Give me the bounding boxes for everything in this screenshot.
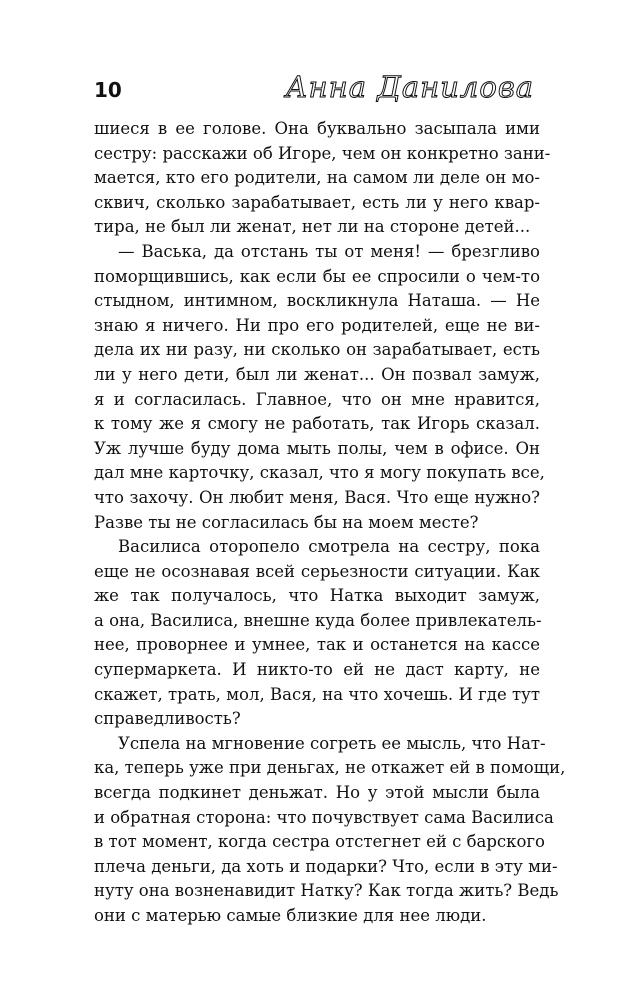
text-line: они с матерью самые близкие для нее люди. bbox=[94, 906, 487, 925]
text-line: я и согласилась. Главное, что он мне нравится, bbox=[94, 389, 540, 409]
text-line: и обратная сторона: что почувствует сама Василиса bbox=[94, 807, 554, 827]
text-line: — Васька, да отстань ты от меня! — брезгливо bbox=[118, 241, 540, 261]
text-line: нее, проворнее и умнее, так и останется на кассе bbox=[94, 635, 540, 655]
text-line: к тому же я смогу не работать, так Игорь сказал. bbox=[94, 414, 540, 434]
text-line: в тот момент, когда сестра отстегнет ей с барского bbox=[94, 832, 545, 852]
text-line: ли у него дети, был ли женат... Он позвал замуж, bbox=[94, 364, 540, 384]
text-line: что захочу. Он любит меня, Вася. Что еще нужно? bbox=[94, 487, 540, 507]
text-line: Разве ты не согласилась бы на моем месте? bbox=[94, 512, 479, 532]
text-line: знаю я ничего. Ни про его родителей, еще не ви- bbox=[94, 315, 540, 335]
text-line: всегда подкинет деньжат. Но у этой мысли была bbox=[94, 783, 540, 803]
text-line: нуту она возненавидит Натку? Как тогда жить? Ведь bbox=[94, 881, 559, 901]
text-line: дела их ни разу, ни сколько он зарабатывает, есть bbox=[94, 340, 540, 360]
body-text bbox=[94, 117, 566, 929]
text-line: мается, кто его родители, на самом ли деле он мо- bbox=[94, 168, 540, 188]
text-line: а она, Василиса, внешне куда более привлекатель- bbox=[94, 610, 542, 630]
text-line: Успела на мгновение согреть ее мысль, что Нат- bbox=[118, 733, 546, 753]
text-line: ка, теперь уже при деньгах, не откажет ей в помощи, bbox=[94, 758, 566, 778]
text-line: сестру: расскажи об Игоре, чем он конкретно зани- bbox=[94, 143, 551, 163]
text-line: еще не осознавая всей серьезности ситуации. Как bbox=[94, 561, 540, 581]
text-line: супермаркета. И никто-то ей не даст карту, не bbox=[94, 660, 540, 680]
running-head-author: Анна Данилова bbox=[285, 70, 534, 104]
text-line: скажет, трать, мол, Вася, на что хочешь. И где тут bbox=[94, 684, 540, 704]
text-line: же так получалось, что Натка выходит замуж, bbox=[94, 586, 540, 606]
text-line: стыдном, интимном, воскликнула Наташа. — Не bbox=[94, 291, 540, 311]
text-line: шиеся в ее голове. Она буквально засыпала ими bbox=[94, 119, 540, 138]
text-line: плеча деньги, да хоть и подарки? Что, если в эту ми- bbox=[94, 856, 558, 876]
text-line: тира, не был ли женат, нет ли на стороне детей... bbox=[94, 217, 531, 237]
text-line: поморщившись, как если бы ее спросили о чем-то bbox=[94, 266, 540, 286]
page-number: 10 bbox=[94, 78, 122, 102]
text-line: справедливость? bbox=[94, 709, 241, 729]
text-line: дал мне карточку, сказал, что я могу покупать все, bbox=[94, 463, 545, 483]
text-line: сквич, сколько зарабатывает, есть ли у него квар- bbox=[94, 192, 540, 212]
text-line: Уж лучше буду дома мыть полы, чем в офисе. Он bbox=[94, 438, 540, 458]
text-line: Василиса оторопело смотрела на сестру, пока bbox=[118, 537, 540, 557]
